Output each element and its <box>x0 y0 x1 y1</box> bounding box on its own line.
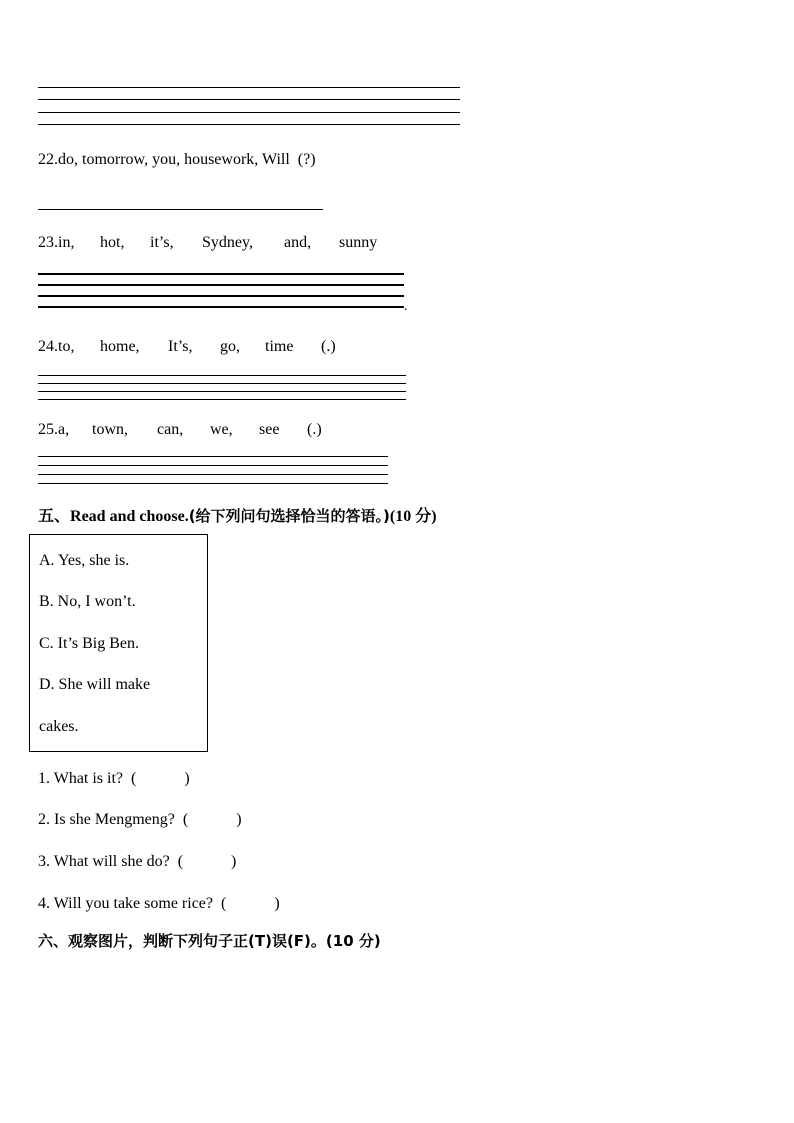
answer-line <box>38 306 404 308</box>
answer-line <box>38 295 404 297</box>
option-c: C. It’s Big Ben. <box>39 635 140 652</box>
answer-line <box>38 112 460 113</box>
choose-question-3 <box>38 848 236 871</box>
answer-line <box>38 399 406 400</box>
word: a, <box>58 421 70 438</box>
section-title-cn: (给下列问句选择恰当的答语。) <box>188 507 390 525</box>
answer-blank[interactable]: ( ) <box>221 895 280 912</box>
question-text: 3. What will she do? <box>38 853 170 870</box>
option-d: D. She will make <box>39 676 151 693</box>
question-words: do, tomorrow, you, housework, Will <box>58 151 290 168</box>
answer-line <box>38 456 388 457</box>
word: it’s, <box>150 234 174 251</box>
word: to, <box>58 338 75 355</box>
word: Sydney, <box>202 234 253 251</box>
answer-line <box>38 483 388 484</box>
word: we, <box>210 421 233 438</box>
question-punct: (?) <box>297 151 316 168</box>
answer-line <box>38 465 388 466</box>
option-d-continued: cakes. <box>39 718 79 735</box>
answer-line <box>38 209 323 210</box>
answer-blank[interactable]: ( ) <box>131 770 190 787</box>
choose-question-4 <box>38 890 280 913</box>
word: hot, <box>100 234 125 251</box>
option-a: A. Yes, she is. <box>39 552 130 569</box>
question-text: 2. Is she Mengmeng? <box>38 811 175 828</box>
word: time <box>265 338 294 355</box>
answer-line <box>38 391 406 392</box>
options-box <box>29 534 208 752</box>
word: sunny <box>339 234 378 251</box>
answer-blank[interactable]: ( ) <box>182 811 242 828</box>
question-25 <box>38 421 322 439</box>
question-number: 22. <box>38 151 58 168</box>
word: go, <box>220 338 240 355</box>
question-number: 24. <box>38 338 58 355</box>
choose-question-2 <box>38 806 242 829</box>
word: town, <box>92 421 128 438</box>
answer-line <box>38 99 460 100</box>
answer-line <box>38 284 404 286</box>
question-text: 4. Will you take some rice? <box>38 895 214 912</box>
answer-line <box>38 474 388 475</box>
answer-blank[interactable]: ( ) <box>177 853 237 870</box>
trailing-period: . <box>404 299 408 314</box>
section-6-title: 六、观察图片，判断下列句子正(T)误(F)。(10 分) <box>38 932 381 950</box>
answer-line <box>38 87 460 88</box>
answer-line <box>38 273 404 275</box>
answer-line <box>38 383 406 384</box>
word: It’s, <box>168 338 193 355</box>
word: can, <box>157 421 184 438</box>
word: and, <box>284 234 312 251</box>
section-title-en: Read and choose. <box>70 508 189 525</box>
word: in, <box>58 234 75 251</box>
question-24 <box>38 338 336 356</box>
question-number: 23. <box>38 234 58 251</box>
answer-line <box>38 124 460 125</box>
word: (.) <box>307 421 322 438</box>
question-text: 1. What is it? <box>38 770 124 787</box>
question-number: 25. <box>38 421 58 438</box>
question-22 <box>38 151 316 169</box>
choose-question-1 <box>38 765 190 788</box>
option-b: B. No, I won’t. <box>39 593 136 610</box>
question-23 <box>38 234 377 252</box>
word: see <box>259 421 280 438</box>
section-score: (10 分) <box>389 508 437 525</box>
word: (.) <box>321 338 336 355</box>
section-prefix: 五、 <box>38 508 71 525</box>
answer-line <box>38 375 406 376</box>
word: home, <box>100 338 140 355</box>
section-5-title <box>38 503 437 526</box>
